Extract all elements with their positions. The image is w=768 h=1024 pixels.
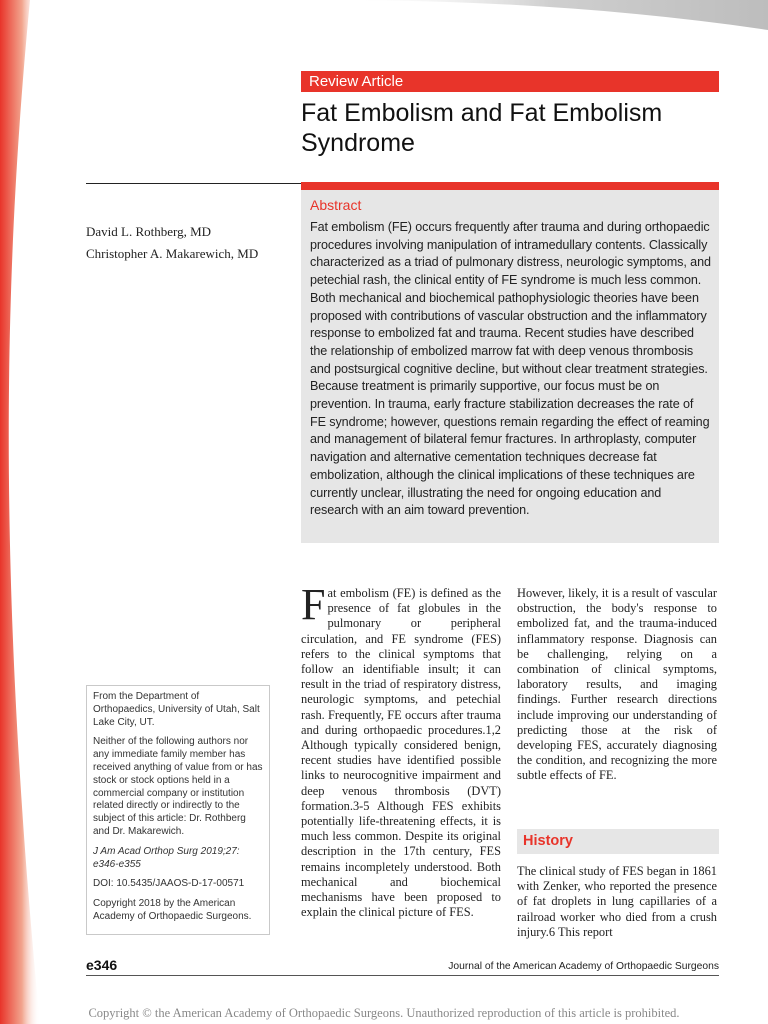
left-red-swoosh [0, 0, 40, 1024]
disclosure: Neither of the following authors nor any immediate family member has received anything of value from or has stock or stock options held in a commercial company or institution related directly or indirectly to the subject of this article: Dr. Rothberg and Dr. Makarewich. [93, 736, 263, 837]
doi: DOI: 10.5435/JAAOS-D-17-00571 [93, 878, 245, 890]
abstract-top-bar [301, 182, 719, 190]
section-heading-history: History [523, 833, 573, 849]
body-column-1 [301, 580, 501, 920]
article-title: Fat Embolism and Fat Embolism Syndrome [301, 99, 663, 157]
abstract-panel [301, 190, 719, 543]
copyright-statement: Copyright 2018 by the American Academy of Orthopaedic Surgeons. [93, 898, 252, 922]
drop-cap: F [301, 580, 326, 629]
journal-name-footer: Journal of the American Academy of Orthopaedic Surgeons [448, 961, 719, 972]
article-info-box [86, 685, 270, 935]
author-list [86, 221, 258, 265]
body-text: However, likely, it is a result of vascular obstruction, the body's response to embolized fat, and the trauma-induced inflammatory response. Diagnosis can be challenging, relying on a combination of clinical symptoms, laboratory results, and imaging findings. Further research directions include improving our understanding of predicting those at the risk of developing FES, accurately diagnosing the condition, and recognizing the more subtle effects of FE. [517, 586, 717, 783]
footer-divider [86, 975, 719, 976]
body-column-2 [517, 586, 717, 784]
abstract-heading: Abstract [310, 197, 362, 213]
history-text: The clinical study of FES began in 1861 with Zenker, who reported the presence of fat droplets in lung capillaries of a railroad worker who died from a crush injury.6 This report [517, 864, 717, 939]
article-type-label: Review Article [301, 71, 719, 92]
author-name: Christopher A. Makarewich, MD [86, 246, 259, 261]
abstract-text: Fat embolism (FE) occurs frequently after trauma and during orthopaedic procedures involving manipulation of intramedullary contents. Classically characterized as a triad of pulmonary distress, neurologic symptoms, and petechial rash, the clinical entity of FE syndrome is much less common. Both mechanical and biochemical pathophysiologic theories have been proposed with contributions of vascular obstruction and the inflammatory response to embolized fat and trauma. Recent studies have described the relationship of embolized marrow fat with deep venous thrombosis and postsurgical cognitive decline, but without clear treatment strategies. Because treatment is primarily supportive, our focus must be on prevention. In trauma, early fracture stabilization decreases the rate of FE syndrome; however, questions remain regarding the effect of reaming and management of bilateral femur fractures. In arthroplasty, computer navigation and alternative cementation techniques decrease fat embolization, although the clinical implications of these techniques are currently unclear, illustrating the need for ongoing education and research with an aim toward prevention. [310, 220, 711, 518]
body-text: at embolism (FE) is defined as the presence of fat globules in the pulmonary or peripheral circulation, and FE syndrome (FES) refers to the clinical symptoms that follow an identifiable insult; it can result in the triad of respiratory distress, neurologic symptoms, and petechial rash. Frequently, FE occurs after trauma and during orthopaedic procedures.1,2 Although typically considered benign, recent studies have identified possible links to neurocognitive impairment and deep venous thrombosis (DVT) formation.3-5 Although FES exhibits potentially life-threatening effects, it is much less common. Despite its original description in the 17th century, FES remains incompletely understood. Both mechanical and biochemical mechanisms have been proposed to explain the clinical picture of FES. [301, 586, 501, 920]
affiliation: From the Department of Orthopaedics, University of Utah, Salt Lake City, UT. [93, 691, 260, 728]
top-gray-swoosh [330, 0, 768, 30]
divider [86, 183, 301, 184]
page-number: e346 [86, 957, 118, 973]
citation: J Am Acad Orthop Surg 2019;27: e346-e355 [93, 845, 240, 870]
copyright-notice: Copyright © the American Academy of Orthopaedic Surgeons. Unauthorized reproduction of this article is prohibited. [88, 1006, 680, 1020]
author-name: David L. Rothberg, MD [86, 224, 212, 239]
